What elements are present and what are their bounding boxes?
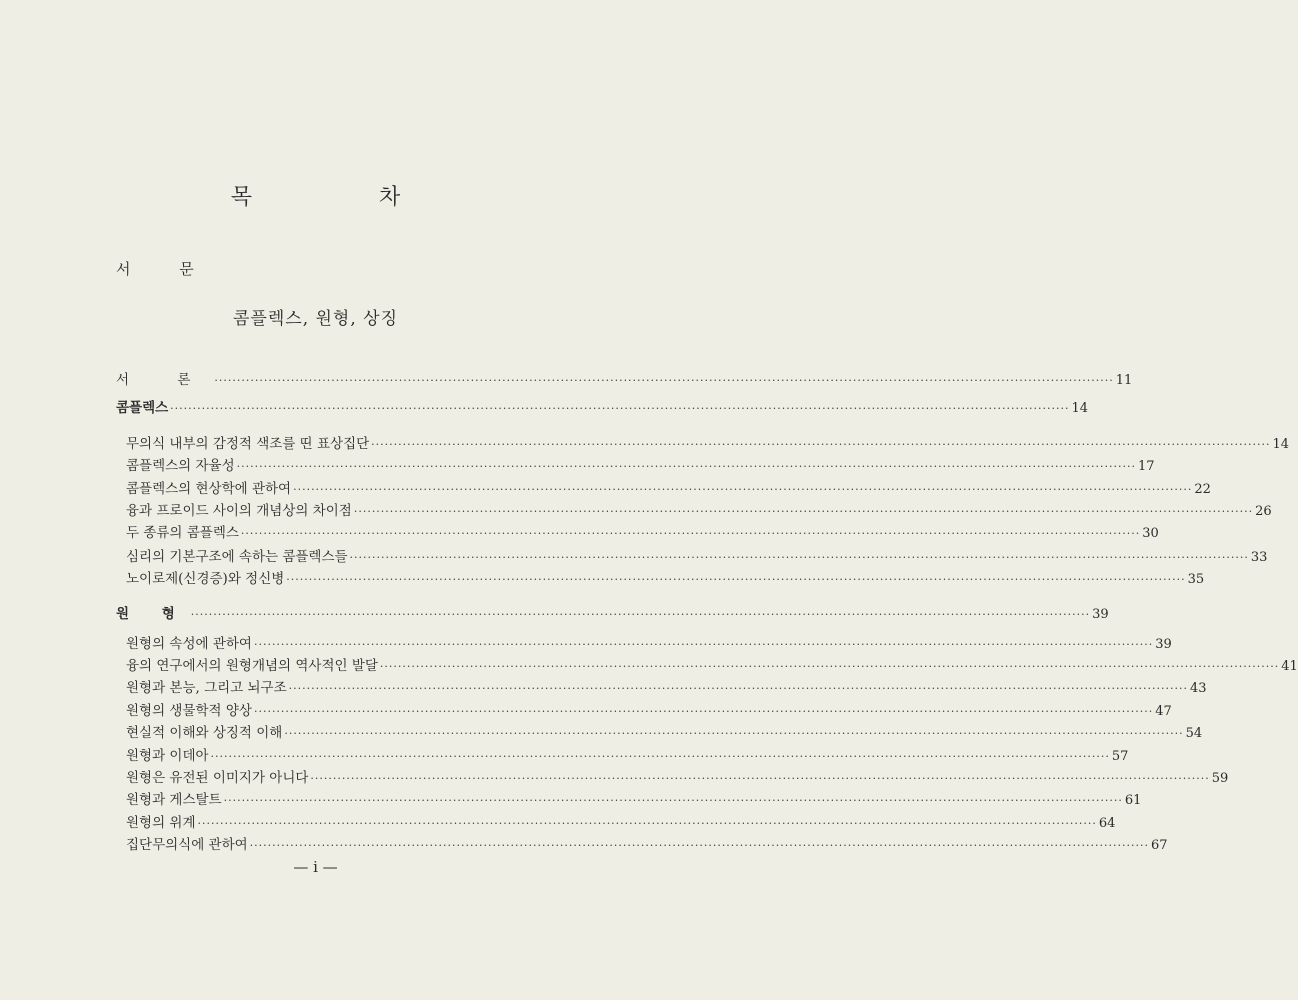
toc-entry-label: 노이로제(신경증)와 정신병 [126,571,285,587]
toc-entry-page: 64 [1098,816,1116,831]
toc-entry-page: 17 [1137,459,1155,474]
toc-entry-page: 43 [1189,681,1207,696]
toc-entry-label: 원형은 유전된 이미지가 아니다 [126,770,309,786]
toc-entry [126,567,1205,587]
toc-entry-page: 33 [1250,550,1268,565]
toc-leader-dots: ········································································································································································································ [197,817,1097,830]
toc-entry [126,454,1155,474]
toc-entry-page: 47 [1155,704,1172,719]
toc-entry-label: 원형과 이데아 [126,748,209,764]
toc-entry-label: 원형과 게스탈트 [126,792,222,808]
preface-label: 서 문 [116,260,216,278]
part-title: 콤플렉스, 원형, 상징 [233,309,398,329]
toc-leader-dots: ········································································································································································································ [223,794,1123,807]
toc-entry [126,766,1229,786]
toc-entry-label: 융의 연구에서의 원형개념의 역사적인 발달 [126,658,378,674]
toc-entry-label: 무의식 내부의 감정적 색조를 띤 표상집단 [126,436,370,452]
toc-leader-dots: ········································································································································································································ [379,660,1280,673]
toc-entry-label: 심리의 기본구조에 속하는 콤플렉스들 [126,549,348,565]
toc-entry [126,833,1168,853]
toc-entry [126,676,1207,696]
toc-entry-label: 콤플렉스의 현상학에 관하여 [126,481,292,497]
toc-entry [116,368,1133,388]
toc-leader-dots: ········································································································································································································ [284,727,1184,740]
toc-entry-page: 22 [1194,482,1211,497]
toc-leader-dots: ········································································································································································································ [310,772,1210,785]
toc-entry-page: 61 [1124,793,1142,808]
toc-entry-page: 59 [1211,771,1229,786]
toc-entry-label: 융과 프로이드 사이의 개념상의 차이점 [126,503,352,519]
toc-entry [126,699,1172,719]
toc-entry [126,811,1116,831]
toc-entry [116,602,1109,622]
toc-leader-dots: ········································································································································································································ [214,374,1114,387]
toc-entry-label: 집단무의식에 관하여 [126,837,248,853]
toc-entry-page: 30 [1142,526,1159,541]
toc-leader-dots: ········································································································································································································ [210,750,1110,763]
toc-entry [126,432,1290,452]
toc-entry-page: 14 [1071,401,1089,416]
toc-entry-label: 두 종류의 콤플렉스 [126,525,239,541]
toc-entry-page: 41 [1281,659,1298,674]
toc-entry-page: 11 [1115,373,1133,388]
toc-entry [126,499,1272,519]
toc-leader-dots: ········································································································································································································ [170,402,1070,415]
toc-entry-label: 원형의 속성에 관하여 [126,636,252,652]
toc-entry-page: 14 [1272,437,1290,452]
toc-entry-page: 57 [1111,749,1129,764]
toc-leader-dots: ········································································································································································································ [349,551,1249,564]
toc-entry-label: 원 형 [116,606,189,622]
toc-entry-label: 서 론 [116,372,213,388]
toc-entry-label: 원형의 위계 [126,815,196,831]
toc-entry-page: 54 [1185,726,1203,741]
toc-entry-page: 39 [1092,607,1109,622]
toc-leader-dots: ········································································································································································································ [249,839,1149,852]
toc-entry [126,721,1203,741]
toc-entry-page: 26 [1255,504,1272,519]
toc-leader-dots: ········································································································································································································ [253,705,1154,718]
toc-leader-dots: ········································································································································································································ [236,460,1136,473]
toc-leader-dots: ········································································································································································································ [240,527,1141,540]
page-title: 목 차 [230,185,461,210]
toc-entry-label: 콤플렉스 [116,400,169,416]
toc-entry [116,396,1089,416]
toc-leader-dots: ········································································································································································································ [286,573,1186,586]
toc-entry-page: 67 [1151,838,1168,853]
toc-entry [126,632,1172,652]
toc-leader-dots: ········································································································································································································ [371,438,1271,451]
page-number-footer: — i — [293,858,338,876]
toc-leader-dots: ········································································································································································································ [288,682,1188,695]
toc-entry [126,521,1159,541]
toc-leader-dots: ········································································································································································································ [293,483,1193,496]
toc-leader-dots: ········································································································································································································ [353,505,1254,518]
toc-entry-page: 35 [1187,572,1205,587]
toc-entry-label: 원형과 본능, 그리고 뇌구조 [126,680,287,696]
toc-entry [126,654,1298,674]
toc-leader-dots: ········································································································································································································ [190,608,1091,621]
toc-entry [126,477,1211,497]
toc-entry-label: 현실적 이해와 상징적 이해 [126,725,283,741]
toc-entry [126,744,1129,764]
toc-leader-dots: ········································································································································································································ [253,638,1154,651]
toc-entry [126,788,1142,808]
toc-entry [126,545,1268,565]
toc-entry-page: 39 [1155,637,1172,652]
toc-entry-label: 콤플렉스의 자율성 [126,458,235,474]
toc-entry-label: 원형의 생물학적 양상 [126,703,252,719]
